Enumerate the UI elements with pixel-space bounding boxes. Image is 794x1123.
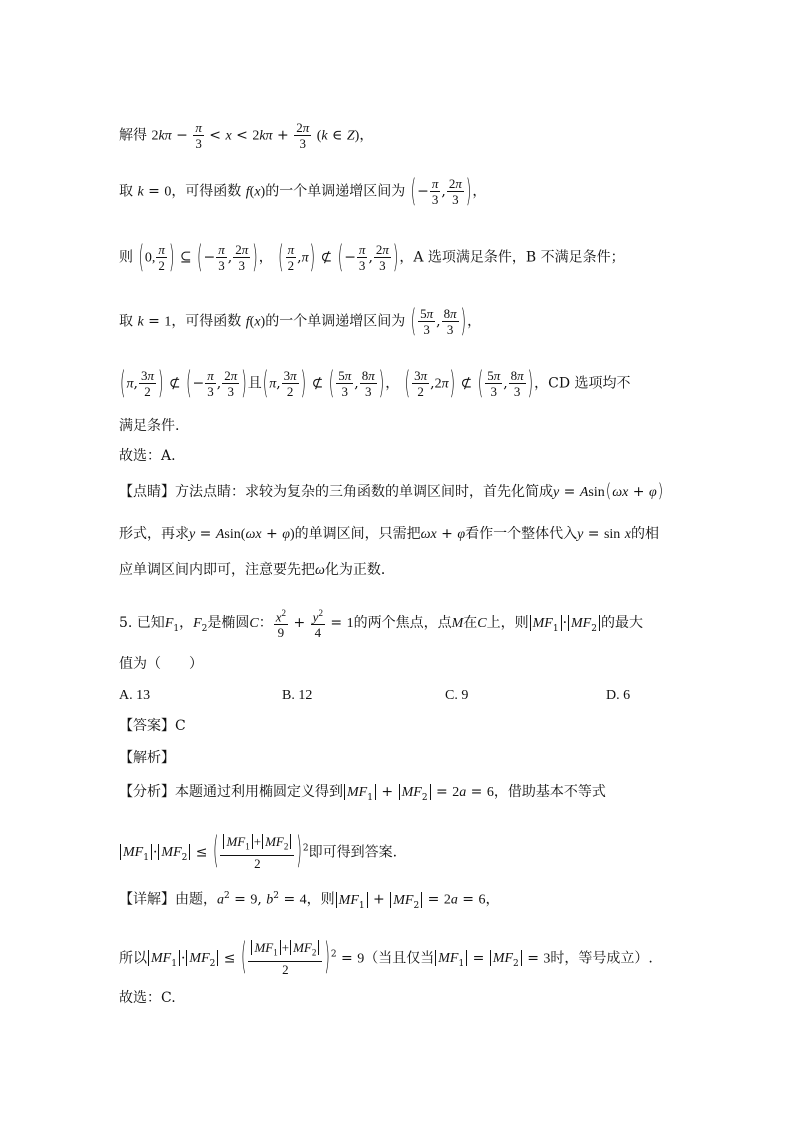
question-5-stem: 5. 已知$F_1$，$F_2$是椭圆C： $\frac{x^2}{9}$ + $\frac{y^2}{4}$ = 1的两个焦点，点M在C上，则 $MF_1 \cdot MF_2$ 的最大 [119, 608, 643, 641]
fraction: $\frac{8\pi}{3}$ [510, 368, 524, 399]
text: 的最大 [600, 615, 643, 632]
text: 所以 [119, 950, 147, 967]
text: ，可得函数 [171, 313, 242, 330]
text: 看作一个整体代入 [465, 526, 578, 542]
text: ， [179, 615, 194, 632]
solution-line-3: 则 (0, $\frac{\pi}{2}$ ) ⊆ (− $\frac{\pi}{3}$ , $\frac{2\pi}{3}$ )， ( $\frac{\pi}{2}$ ,π) ⊄ (− $\frac{\pi}{3}$ , $\frac{2\pi}{3}$ )，A 选项满足条件，B 不满足条件； [119, 239, 625, 276]
text: 形式，再求 [119, 526, 189, 542]
text: 5. 已知 [119, 615, 165, 632]
tip-line-3: 应单调区间内即可，注意要先把ω化为正数． [119, 562, 395, 578]
tip-line-1: 【点睛】方法点睛：求较为复杂的三角函数的单调区间时，首先化简成y = Asin(ωx + φ) [119, 481, 664, 503]
solution-line-5: (π, $\frac{3\pi}{2}$ ) ⊄ (− $\frac{\pi}{3}$ , $\frac{2\pi}{3}$ )且(π, $\frac{3\pi}{2}$ ) ⊄ ( $\frac{5\pi}{3}$ , $\frac{8\pi}{3}$ )， ( $\frac{3\pi}{2}$ ,2π) ⊄ ( $\frac{5\pi}{3}$ , $\frac{8\pi}{3}$ )，CD 选项均不 [120, 365, 631, 402]
text: 上，则 [486, 615, 529, 632]
detail-line-1: 【详解】由题，$a^2 = 9$, $b^2 = 4$，则 $MF_1 + MF_2 = 2a = 6$， [119, 891, 500, 911]
text: （当且仅当 [364, 950, 435, 967]
text: 解得 [119, 127, 147, 144]
analysis-heading: 【解析】 [119, 750, 175, 766]
fraction: $\frac{5\pi}{3}$ [420, 306, 434, 337]
analysis-line-2: $MF_1 \cdot MF_2$ ≤ ( $\frac{MF_1 + MF_2}{2}$ )$^2$即可得到答案. [119, 834, 397, 871]
text: ，可得函数 [171, 183, 242, 200]
fraction: $\frac{MF_1 + MF_2}{2}$ [248, 940, 322, 977]
text: 取 [119, 183, 133, 200]
fraction: $\frac{MF_1 + MF_2}{2}$ [220, 834, 294, 871]
text: ， [359, 127, 374, 144]
fraction: $\frac{\pi}{2}$ [158, 242, 165, 273]
text: ， [472, 183, 487, 200]
option-a: A. 13 [119, 688, 151, 703]
answer-line: 【答案】C [119, 718, 186, 734]
text: 化为正数． [324, 562, 395, 578]
solution-line-2: 取 k = 0，可得函数 f(x)的一个单调递增区间为 (− $\frac{\pi}{3}$ , $\frac{2\pi}{3}$ )， [119, 173, 487, 210]
fraction: $\frac{y^2}{4}$ [312, 608, 323, 641]
final-choice: 故选：C. [119, 990, 176, 1006]
analysis-line-1: 【分析】本题通过利用椭圆定义得到 $MF_1 + MF_2 = 2a = 6$，借助基本不等式 [119, 784, 606, 803]
text: 【详解】由题， [119, 891, 217, 908]
solution-line-1: 解得 2kπ − $\frac{\pi}{3}$ < x < 2kπ + $\frac{2\pi}{3}$ (k ∈ Z)， [119, 120, 374, 151]
fraction: $\frac{2\pi}{3}$ [375, 242, 389, 273]
fraction: $\frac{\pi}{3}$ [218, 242, 225, 273]
fraction: $\frac{2\pi}{3}$ [235, 242, 249, 273]
fraction: $\frac{8\pi}{3}$ [361, 368, 375, 399]
tip-line-2: 形式，再求y = Asin(ωx + φ)的单调区间，只需把ωx + φ看作一个整体代入y = sin x的相 [119, 526, 659, 542]
text: 时，等号成立）. [550, 950, 653, 967]
text: 且 [247, 375, 262, 392]
fraction: $\frac{3\pi}{2}$ [283, 368, 297, 399]
option-c: C. 9 [445, 688, 469, 703]
text: 取 [119, 313, 133, 330]
fraction: $\frac{\pi}{3}$ [358, 242, 366, 273]
fraction: $\frac{5\pi}{3}$ [487, 368, 501, 399]
text: ，借助基本不等式 [493, 784, 606, 800]
fraction: $\frac{3\pi}{2}$ [414, 368, 428, 399]
fraction: $\frac{5\pi}{3}$ [338, 368, 352, 399]
text: ，A 选项满足条件，B 不满足条件； [399, 249, 625, 266]
detail-line-2: 所以 $MF_1 \cdot MF_2$ ≤ ( $\frac{MF_1 + MF_2}{2}$ )$^2$ = 9（当且仅当 $MF_1 = MF_2 = 3$时，等号成立）. [119, 937, 653, 980]
text: 即可得到答案. [308, 844, 398, 861]
fraction: $\frac{2\pi}{3}$ [296, 120, 310, 151]
fraction: $\frac{\pi}{2}$ [287, 242, 295, 273]
text: 的单调区间，只需把 [294, 526, 421, 542]
solution-line-4: 取 k = 1，可得函数 f(x)的一个单调递增区间为 ( $\frac{5\pi}{3}$ , $\frac{8\pi}{3}$ )， [119, 303, 482, 340]
solution-line-6: 满足条件. [119, 418, 180, 434]
text: 的一个单调递增区间为 [265, 183, 406, 200]
question-5-stem-end: 值为（ ） [119, 656, 203, 672]
text: ， [467, 313, 482, 330]
text: 是椭圆 [207, 615, 250, 632]
text: 的相 [630, 526, 659, 542]
text: 【分析】本题通过利用椭圆定义得到 [119, 784, 343, 800]
text: ， [485, 891, 500, 908]
fraction: $\frac{2\pi}{3}$ [224, 368, 238, 399]
solution-line-7: 故选：A. [119, 448, 176, 464]
option-b: B. 12 [282, 688, 313, 703]
text: 【点睛】方法点睛：求较为复杂的三角函数的单调区间时，首先化简成 [119, 484, 553, 500]
text: 的两个焦点，点 [353, 615, 452, 632]
text: 的一个单调递增区间为 [265, 313, 406, 330]
text: ，CD 选项均不 [534, 375, 631, 392]
option-d: D. 6 [606, 688, 631, 703]
fraction: $\frac{\pi}{3}$ [195, 120, 202, 151]
text: 在 [463, 615, 478, 632]
text: 应单调区间内即可，注意要先把 [119, 562, 315, 578]
fraction: $\frac{\pi}{3}$ [207, 368, 214, 399]
fraction: $\frac{3\pi}{2}$ [140, 368, 154, 399]
fraction: $\frac{8\pi}{3}$ [443, 306, 457, 337]
text: 则 [119, 249, 133, 266]
fraction: $\frac{\pi}{3}$ [431, 176, 439, 207]
fraction: $\frac{2\pi}{3}$ [448, 176, 462, 207]
text: ，则 [306, 891, 335, 908]
fraction: $\frac{x^2}{9}$ [275, 608, 287, 641]
